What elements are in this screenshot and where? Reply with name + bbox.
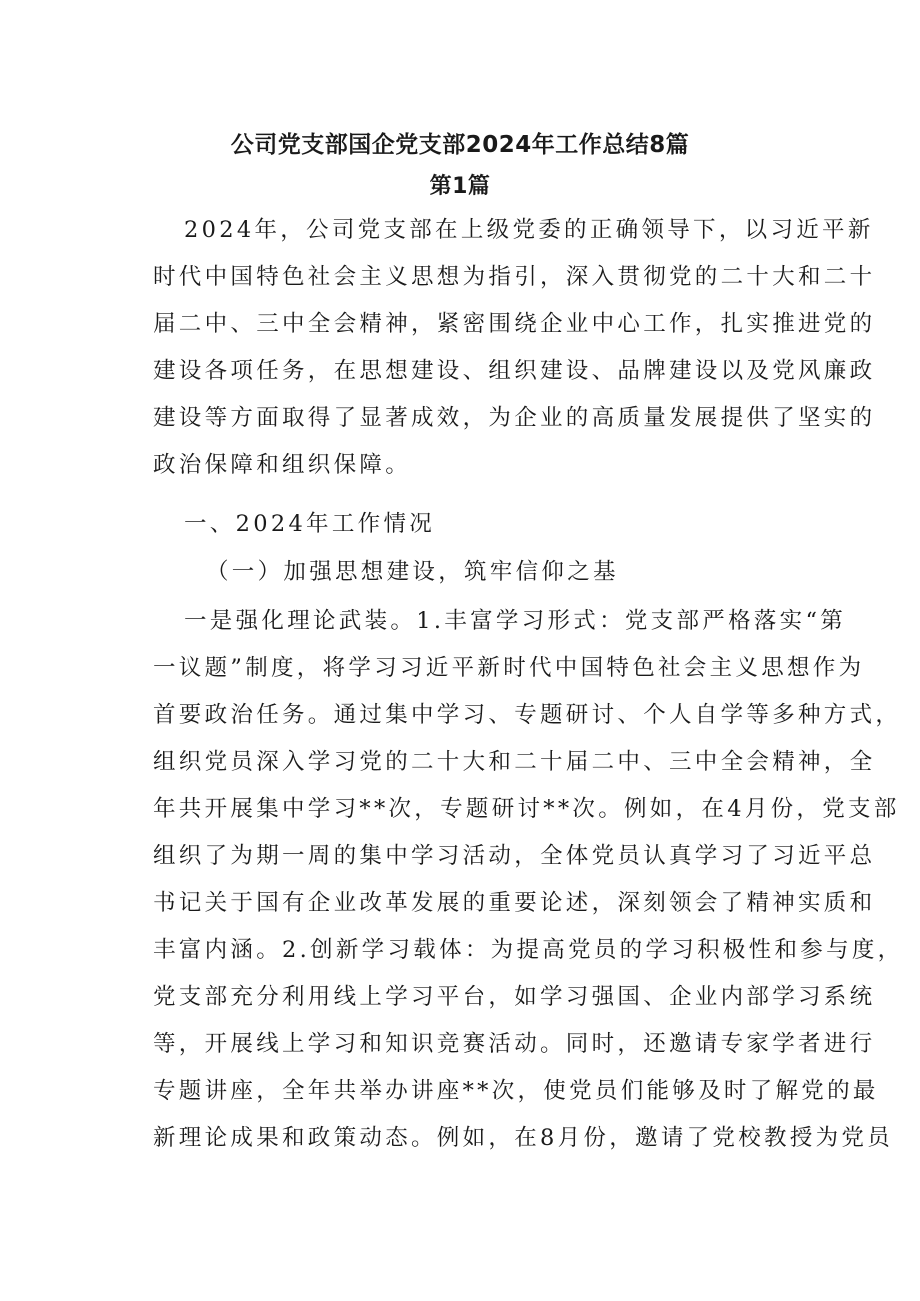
- paragraph-line: 等，开展线上学习和知识竞赛活动。同时，还邀请专家学者进行: [153, 1031, 876, 1057]
- paragraph-line: 组织了为期一周的集中学习活动，全体党员认真学习了习近平总: [153, 843, 876, 869]
- section-heading: 一、2024年工作情况: [184, 511, 436, 537]
- paragraph-line: 党支部充分利用线上学习平台，如学习强国、企业内部学习系统: [153, 984, 876, 1010]
- paragraph-line: 年共开展集中学习**次，专题研讨**次。例如，在4月份，党支部: [153, 796, 900, 822]
- paragraph-line: 书记关于国有企业改革发展的重要论述，深刻领会了精神实质和: [153, 890, 876, 916]
- paragraph-line: 新理论成果和政策动态。例如，在8月份，邀请了党校教授为党员: [153, 1125, 894, 1151]
- paragraph-line: 建设等方面取得了显著成效，为企业的高质量发展提供了坚实的: [153, 405, 876, 431]
- paragraph-line: 建设各项任务，在思想建设、组织建设、品牌建设以及党风廉政: [153, 358, 876, 384]
- paragraph-line: 时代中国特色社会主义思想为指引，深入贯彻党的二十大和二十: [153, 264, 876, 290]
- paragraph-line: 首要政治任务。通过集中学习、专题研讨、个人自学等多种方式，: [153, 702, 902, 728]
- paragraph-line: 一议题”制度，将学习习近平新时代中国特色社会主义思想作为: [153, 655, 865, 681]
- paragraph-line: 届二中、三中全会精神，紧密围绕企业中心工作，扎实推进党的: [153, 311, 876, 337]
- paragraph-line: 政治保障和组织保障。: [153, 452, 412, 478]
- paragraph-line: 专题讲座，全年共举办讲座**次，使党员们能够及时了解党的最: [153, 1078, 879, 1104]
- document-subtitle: 第1篇: [429, 174, 491, 199]
- document-title: 公司党支部国企党支部2024年工作总结8篇: [230, 132, 690, 158]
- paragraph-line: 丰富内涵。2.创新学习载体：为提高党员的学习积极性和参与度，: [153, 937, 904, 963]
- subsection-heading: （一）加强思想建设，筑牢信仰之基: [206, 559, 619, 585]
- paragraph-line: 一是强化理论武装。1.丰富学习形式：党支部严格落实“第: [184, 608, 847, 634]
- paragraph-line: 组织党员深入学习党的二十大和二十届二中、三中全会精神，全: [153, 749, 876, 775]
- paragraph-line: 2024年，公司党支部在上级党委的正确领导下，以习近平新: [184, 217, 874, 243]
